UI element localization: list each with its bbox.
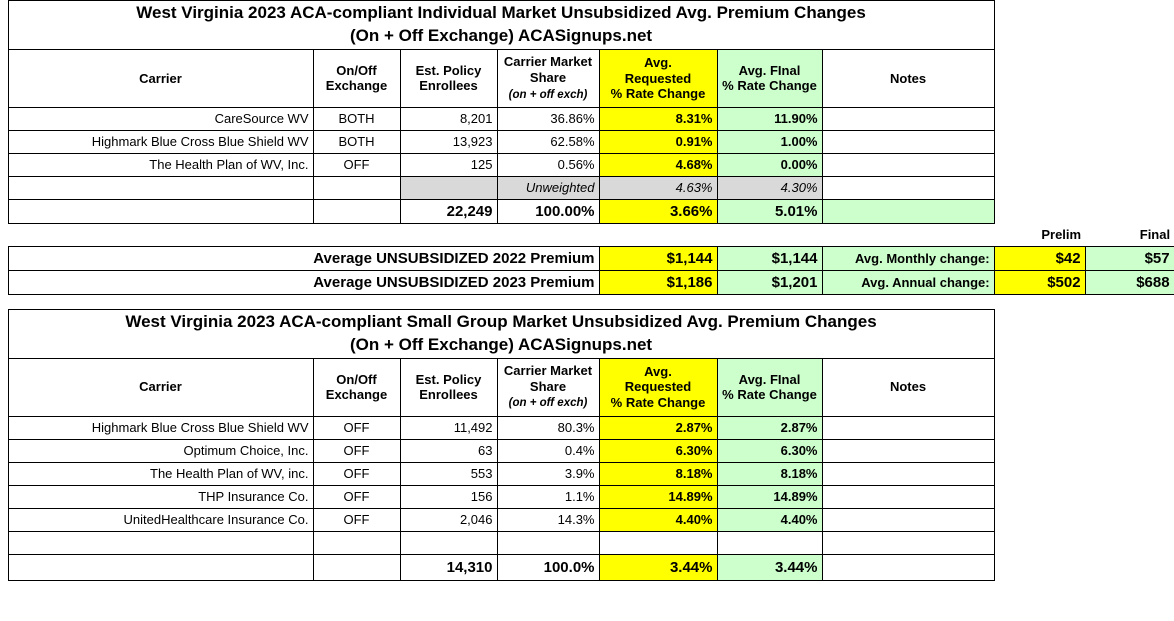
cell-notes	[822, 130, 994, 153]
column-header-market-share	[497, 358, 599, 416]
cell-unweighted-requested: 4.63%	[599, 176, 717, 199]
right-pad-cell-a	[994, 49, 1085, 107]
individual-total-row	[0, 199, 1174, 223]
cell-market-share: 80.3%	[497, 416, 599, 439]
cell-enrollees: 156	[400, 485, 497, 508]
cell-final-change: 11.90%	[717, 107, 822, 130]
small-group-total-row	[0, 554, 1174, 580]
cell-enrollees: 11,492	[400, 416, 497, 439]
small-group-title-row	[0, 309, 1174, 358]
summary-annual-change-final: $688	[1085, 270, 1174, 294]
table-row	[0, 416, 1174, 439]
prelim-final-header-row	[0, 223, 1174, 246]
left-margin-cell	[0, 358, 8, 416]
cell-carrier: The Health Plan of WV, Inc.	[8, 153, 313, 176]
cell-final-change: 0.00%	[717, 153, 822, 176]
cell-final-change: 6.30%	[717, 439, 822, 462]
header-label-share-1: Carrier Market	[503, 363, 593, 379]
cell-total-share: 100.00%	[497, 199, 599, 223]
cell-onoff: OFF	[313, 462, 400, 485]
cell-blank-carrier	[8, 199, 313, 223]
cell-enrollees: 8,201	[400, 107, 497, 130]
header-label-requested-2: Requested	[624, 379, 692, 395]
cell-market-share: 0.56%	[497, 153, 599, 176]
right-pad-cell-b	[1085, 176, 1174, 199]
cell-blank-requested	[599, 531, 717, 554]
blank-cell	[717, 223, 822, 246]
small-group-market-table	[0, 309, 1174, 581]
header-label-carrier: Carrier	[139, 379, 182, 395]
table-row	[0, 107, 1174, 130]
cell-enrollees: 2,046	[400, 508, 497, 531]
cell-market-share: 62.58%	[497, 130, 599, 153]
cell-blank-onoff	[313, 531, 400, 554]
cell-total-requested: 3.44%	[599, 554, 717, 580]
cell-requested-change: 4.40%	[599, 508, 717, 531]
left-margin-cell	[0, 439, 8, 462]
right-pad-cell-b	[1085, 531, 1174, 554]
right-pad-cell-a	[994, 309, 1085, 358]
cell-onoff: OFF	[313, 508, 400, 531]
header-label-final-2: % Rate Change	[722, 387, 817, 403]
individual-market-title	[8, 1, 994, 50]
summary-row-2023	[0, 270, 1174, 294]
individual-title-line1: West Virginia 2023 ACA-compliant Individual Market Unsubsidized Avg. Premium Changes	[136, 3, 866, 22]
cell-blank-onoff	[313, 554, 400, 580]
header-label-share-3: (on + off exch)	[508, 88, 588, 101]
header-label-requested-1: Avg.	[644, 363, 672, 379]
column-header-enrollees	[400, 49, 497, 107]
header-label-share-3: (on + off exch)	[508, 397, 588, 410]
cell-onoff: OFF	[313, 439, 400, 462]
right-pad-cell-a	[994, 153, 1085, 176]
right-pad-cell-b	[1085, 508, 1174, 531]
left-margin-cell	[0, 270, 8, 294]
left-margin-cell	[0, 462, 8, 485]
cell-final-change: 1.00%	[717, 130, 822, 153]
individual-title-row	[0, 1, 1174, 50]
header-label-notes: Notes	[889, 70, 927, 86]
header-label-onoff-1: On/Off	[336, 62, 377, 78]
summary-monthly-change-final: $57	[1085, 246, 1174, 270]
right-pad-cell-a	[994, 485, 1085, 508]
summary-label-2023: Average UNSUBSIDIZED 2023 Premium	[8, 270, 599, 294]
blank-cell	[599, 223, 717, 246]
left-margin-cell	[0, 309, 8, 358]
table-row	[0, 462, 1174, 485]
right-pad-cell-b	[1085, 358, 1174, 416]
cell-blank-onoff	[313, 176, 400, 199]
header-label-enrollees-1: Est. Policy	[415, 62, 482, 78]
cell-final-change: 4.40%	[717, 508, 822, 531]
individual-market-table	[0, 0, 1174, 295]
right-pad-cell-a	[994, 107, 1085, 130]
summary-header-final: Final	[1139, 227, 1171, 243]
left-margin-cell	[0, 199, 8, 223]
header-label-onoff-2: Exchange	[325, 387, 388, 403]
blank-cell	[400, 223, 497, 246]
column-header-onoff-exchange	[313, 49, 400, 107]
right-pad-cell-b	[1085, 554, 1174, 580]
small-group-title-line2: (On + Off Exchange) ACASignups.net	[349, 334, 653, 354]
cell-market-share: 14.3%	[497, 508, 599, 531]
cell-blank-onoff	[313, 199, 400, 223]
cell-total-final: 5.01%	[717, 199, 822, 223]
table-row	[0, 485, 1174, 508]
cell-onoff: BOTH	[313, 107, 400, 130]
table-row	[0, 439, 1174, 462]
column-header-final-change	[717, 49, 822, 107]
cell-final-change: 14.89%	[717, 485, 822, 508]
cell-notes	[822, 485, 994, 508]
right-pad-cell-b	[1085, 1, 1174, 50]
cell-carrier: CareSource WV	[8, 107, 313, 130]
cell-final-change: 8.18%	[717, 462, 822, 485]
cell-market-share: 0.4%	[497, 439, 599, 462]
table-gap	[0, 295, 1174, 309]
column-header-requested-change	[599, 49, 717, 107]
left-margin-cell	[0, 508, 8, 531]
cell-notes	[822, 462, 994, 485]
left-margin-cell	[0, 485, 8, 508]
cell-total-requested: 3.66%	[599, 199, 717, 223]
cell-blank-notes	[822, 199, 994, 223]
header-label-final-1: Avg. FInal	[738, 62, 801, 78]
cell-notes	[822, 439, 994, 462]
right-pad-cell-a	[994, 416, 1085, 439]
cell-blank-carrier	[8, 531, 313, 554]
column-header-final-change	[717, 358, 822, 416]
cell-carrier: THP Insurance Co.	[8, 485, 313, 508]
summary-row-2022	[0, 246, 1174, 270]
left-margin-cell	[0, 1, 8, 50]
cell-requested-change: 2.87%	[599, 416, 717, 439]
unweighted-row	[0, 176, 1174, 199]
summary-2023-prelim: $1,186	[599, 270, 717, 294]
summary-annual-change-prelim: $502	[994, 270, 1085, 294]
cell-carrier: The Health Plan of WV, inc.	[8, 462, 313, 485]
individual-title-line2: (On + Off Exchange) ACASignups.net	[350, 25, 653, 45]
header-label-requested-2: Requested	[624, 70, 692, 86]
left-margin-cell	[0, 176, 8, 199]
column-header-enrollees	[400, 358, 497, 416]
right-pad-cell-a	[994, 462, 1085, 485]
cell-carrier: UnitedHealthcare Insurance Co.	[8, 508, 313, 531]
small-group-header-row	[0, 358, 1174, 416]
cell-blank-share	[497, 531, 599, 554]
cell-blank-enrollees	[400, 531, 497, 554]
cell-requested-change: 6.30%	[599, 439, 717, 462]
individual-header-row	[0, 49, 1174, 107]
header-label-notes: Notes	[889, 379, 927, 395]
header-label-requested-1: Avg.	[644, 54, 672, 70]
cell-carrier: Optimum Choice, Inc.	[8, 439, 313, 462]
cell-onoff: OFF	[313, 153, 400, 176]
blank-cell	[497, 223, 599, 246]
header-label-enrollees-2: Enrollees	[419, 78, 478, 94]
right-pad-cell-a	[994, 358, 1085, 416]
cell-onoff: BOTH	[313, 130, 400, 153]
right-pad-cell-a	[994, 554, 1085, 580]
summary-2022-prelim: $1,144	[599, 246, 717, 270]
cell-total-final: 3.44%	[717, 554, 822, 580]
header-label-onoff-1: On/Off	[336, 371, 377, 387]
left-margin-cell	[0, 246, 8, 270]
right-pad-cell-b	[1085, 107, 1174, 130]
cell-final-change: 2.87%	[717, 416, 822, 439]
cell-requested-change: 4.68%	[599, 153, 717, 176]
cell-enrollees: 63	[400, 439, 497, 462]
cell-enrollees: 125	[400, 153, 497, 176]
left-margin-cell	[0, 416, 8, 439]
blank-cell	[822, 223, 994, 246]
cell-blank-notes	[822, 531, 994, 554]
small-group-market-title	[8, 309, 994, 358]
cell-requested-change: 0.91%	[599, 130, 717, 153]
right-pad-cell-b	[1085, 309, 1174, 358]
right-pad-cell-b	[1085, 153, 1174, 176]
right-pad-cell-b	[1085, 462, 1174, 485]
cell-blank-enrollees	[400, 176, 497, 199]
column-header-onoff-exchange	[313, 358, 400, 416]
cell-enrollees: 553	[400, 462, 497, 485]
blank-row	[0, 531, 1174, 554]
header-label-final-2: % Rate Change	[722, 78, 817, 94]
column-header-carrier	[8, 49, 313, 107]
cell-enrollees: 13,923	[400, 130, 497, 153]
header-label-requested-3: % Rate Change	[610, 395, 706, 411]
column-header-notes	[822, 49, 994, 107]
header-label-enrollees-2: Enrollees	[419, 387, 478, 403]
blank-cell	[313, 223, 400, 246]
small-group-title-line1: West Virginia 2023 ACA-compliant Small Group Market Unsubsidized Avg. Premium Changes	[125, 311, 877, 331]
summary-monthly-change-label: Avg. Monthly change:	[822, 246, 994, 270]
summary-header-prelim: Prelim	[1041, 227, 1082, 243]
left-margin-cell	[0, 49, 8, 107]
column-header-requested-change	[599, 358, 717, 416]
header-label-share-2: Share	[529, 69, 567, 85]
right-pad-cell-a	[994, 531, 1085, 554]
blank-cell	[8, 223, 313, 246]
cell-market-share: 36.86%	[497, 107, 599, 130]
right-pad-cell-a	[994, 508, 1085, 531]
header-label-share-1: Carrier Market	[503, 54, 593, 70]
cell-notes	[822, 107, 994, 130]
left-margin-cell	[0, 554, 8, 580]
cell-market-share: 3.9%	[497, 462, 599, 485]
table-row	[0, 153, 1174, 176]
cell-requested-change: 8.31%	[599, 107, 717, 130]
cell-market-share: 1.1%	[497, 485, 599, 508]
cell-notes	[822, 153, 994, 176]
summary-monthly-change-prelim: $42	[994, 246, 1085, 270]
right-pad-cell-a	[994, 130, 1085, 153]
cell-blank-carrier	[8, 176, 313, 199]
header-label-share-2: Share	[529, 378, 567, 394]
left-margin-cell	[0, 153, 8, 176]
header-label-requested-3: % Rate Change	[610, 86, 706, 102]
cell-onoff: OFF	[313, 485, 400, 508]
cell-unweighted-label: Unweighted	[497, 176, 599, 199]
header-label-final-1: Avg. FInal	[738, 371, 801, 387]
cell-requested-change: 8.18%	[599, 462, 717, 485]
column-header-market-share	[497, 49, 599, 107]
column-header-carrier	[8, 358, 313, 416]
header-label-carrier: Carrier	[139, 70, 182, 86]
left-margin-cell	[0, 223, 8, 246]
right-pad-cell-a	[994, 1, 1085, 50]
cell-blank-carrier	[8, 554, 313, 580]
cell-total-enrollees: 22,249	[400, 199, 497, 223]
table-row	[0, 508, 1174, 531]
cell-total-share: 100.0%	[497, 554, 599, 580]
cell-notes	[822, 416, 994, 439]
right-pad-cell-b	[1085, 439, 1174, 462]
cell-requested-change: 14.89%	[599, 485, 717, 508]
cell-carrier: Highmark Blue Cross Blue Shield WV	[8, 416, 313, 439]
header-label-enrollees-1: Est. Policy	[415, 371, 482, 387]
summary-2022-final: $1,144	[717, 246, 822, 270]
summary-2023-final: $1,201	[717, 270, 822, 294]
right-pad-cell-a	[994, 176, 1085, 199]
right-pad-cell-b	[1085, 485, 1174, 508]
right-pad-cell-b	[1085, 49, 1174, 107]
summary-label-2022: Average UNSUBSIDIZED 2022 Premium	[8, 246, 599, 270]
cell-carrier: Highmark Blue Cross Blue Shield WV	[8, 130, 313, 153]
cell-blank-final	[717, 531, 822, 554]
cell-onoff: OFF	[313, 416, 400, 439]
header-label-onoff-2: Exchange	[325, 78, 388, 94]
right-pad-cell-b	[1085, 416, 1174, 439]
left-margin-cell	[0, 107, 8, 130]
right-pad-cell-a	[994, 439, 1085, 462]
cell-blank-notes	[822, 176, 994, 199]
left-margin-cell	[0, 130, 8, 153]
right-pad-cell-b	[1085, 130, 1174, 153]
summary-annual-change-label: Avg. Annual change:	[822, 270, 994, 294]
table-row	[0, 130, 1174, 153]
cell-total-enrollees: 14,310	[400, 554, 497, 580]
cell-unweighted-final: 4.30%	[717, 176, 822, 199]
cell-notes	[822, 508, 994, 531]
right-pad-cell-b	[1085, 199, 1174, 223]
column-header-notes	[822, 358, 994, 416]
left-margin-cell	[0, 531, 8, 554]
cell-blank-notes	[822, 554, 994, 580]
right-pad-cell-a	[994, 199, 1085, 223]
